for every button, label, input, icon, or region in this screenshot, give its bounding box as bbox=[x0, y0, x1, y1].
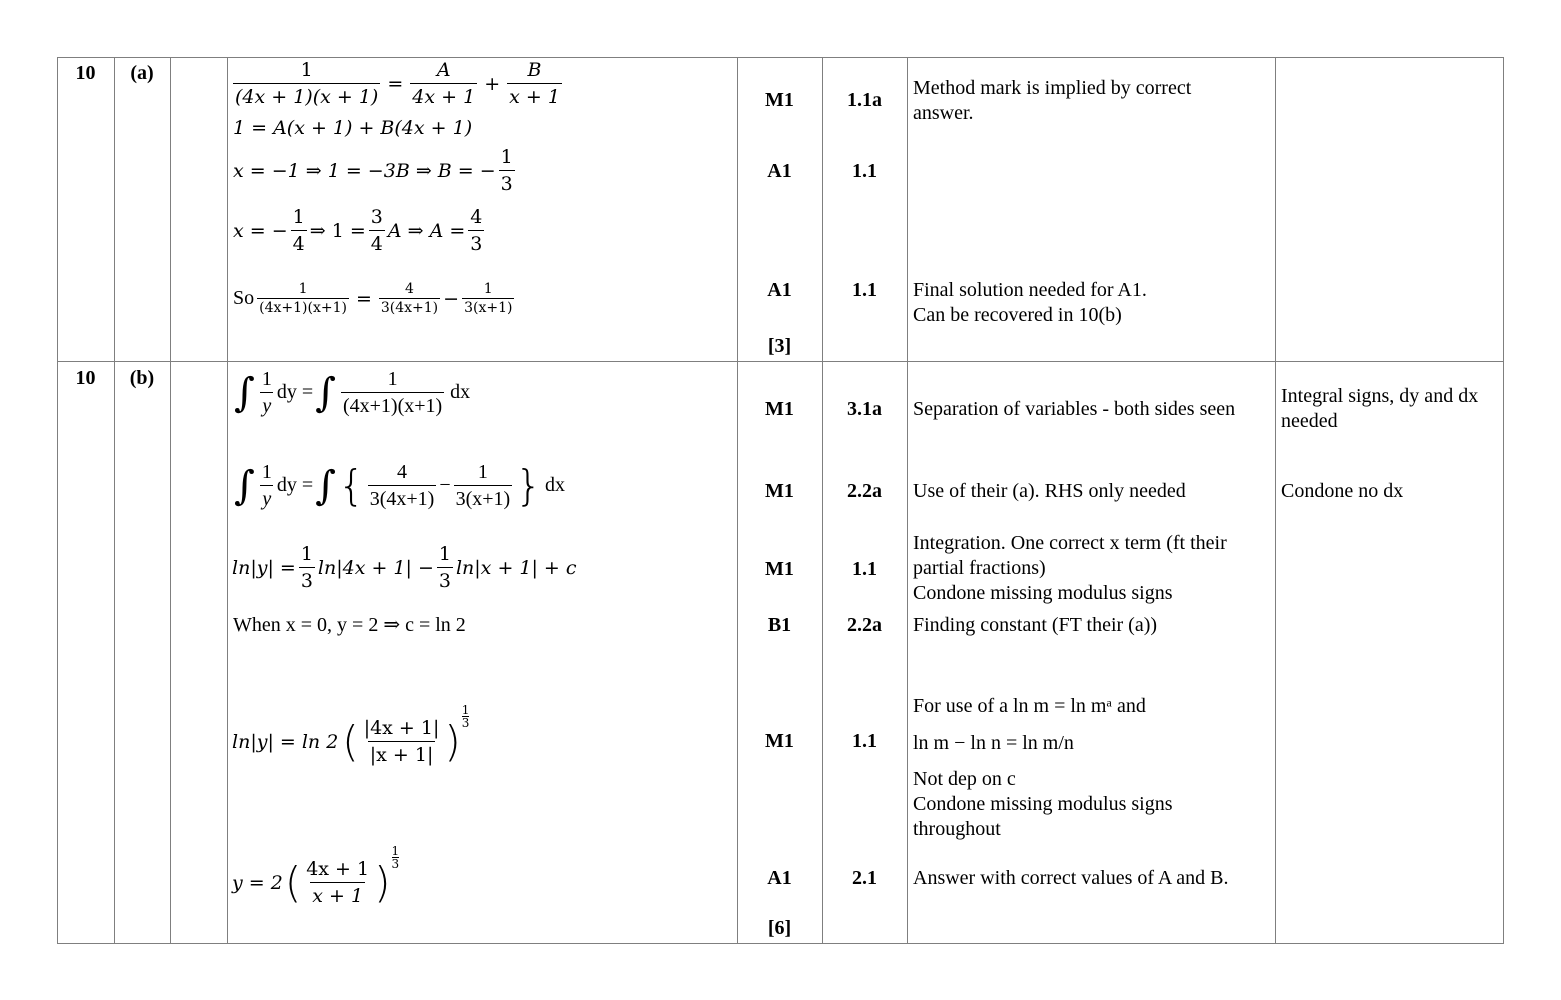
mark-code: B1 bbox=[767, 614, 792, 636]
col-divider bbox=[1275, 57, 1276, 944]
ao-code: 2.2a bbox=[847, 614, 882, 636]
ao-code: 1.1 bbox=[852, 730, 877, 752]
guidance-text: Finding constant (FT their (a)) bbox=[913, 614, 1158, 636]
col-divider bbox=[227, 57, 228, 944]
math-separation-of-variables: ∫ $\frac{1}{y}$ dy = ∫ $\frac{1}{(4x+1)(x+1)}$ dx bbox=[234, 368, 471, 417]
part-total-marks: [3] bbox=[767, 335, 792, 357]
mark-code: A1 bbox=[767, 867, 792, 889]
math-integration-result: ln|y| = $\frac{1}{3}$ ln|4x + 1| − $\frac{1}{3}$ ln|x + 1| + c bbox=[232, 543, 577, 592]
ao-code: 1.1 bbox=[852, 558, 877, 580]
math-solve-b: x = −1 ⇒ 1 = −3B ⇒ B = − $\frac{1}{3}$ bbox=[233, 146, 513, 195]
col-divider bbox=[907, 57, 908, 944]
guidance-text: Integration. One correct x term (ft their partial fractions) Condone missing modulus signs bbox=[913, 532, 1227, 604]
additional-notes: Integral signs, dy and dx needed bbox=[1281, 385, 1479, 432]
col-border-left bbox=[57, 57, 58, 944]
question-part: (a) bbox=[130, 62, 154, 84]
ao-code: 2.1 bbox=[852, 867, 877, 889]
guidance-text: Final solution needed for A1. Can be recovered in 10(b) bbox=[913, 279, 1147, 326]
ao-code: 1.1a bbox=[847, 89, 882, 111]
guidance-text: For use of a ln m = ln mᵃ and ln m − ln n = ln m/n Not dep on c Condone missing modulus signs throughout bbox=[913, 695, 1173, 840]
mark-code: M1 bbox=[765, 89, 794, 111]
question-part: (b) bbox=[129, 367, 155, 389]
math-final-fractions: So $\frac{1}{(4x+1)(x+1)}$ = $\frac{4}{3(4x+1)}$ − $\frac{1}{3(x+1)}$ bbox=[233, 281, 513, 316]
ao-code: 1.1 bbox=[852, 160, 877, 182]
ao-code: 2.2a bbox=[847, 480, 882, 502]
guidance-text: Separation of variables - both sides seen bbox=[913, 398, 1236, 420]
guidance-text: Method mark is implied by correct answer. bbox=[913, 77, 1192, 124]
table-border-bottom bbox=[57, 943, 1504, 944]
mark-code: M1 bbox=[765, 558, 794, 580]
question-number: 10 bbox=[75, 62, 96, 84]
mark-code: M1 bbox=[765, 730, 794, 752]
question-number: 10 bbox=[75, 367, 96, 389]
math-find-constant: When x = 0, y = 2 ⇒ c = ln 2 bbox=[233, 614, 466, 636]
col-divider bbox=[170, 57, 171, 944]
mark-code: M1 bbox=[765, 480, 794, 502]
additional-notes: Condone no dx bbox=[1281, 480, 1404, 502]
math-combine-logarithms: ln|y| = ln 2 ( $\frac{|4x + 1|}{|x + 1|}$ ) $\frac{1}{3}$ bbox=[232, 703, 470, 766]
col-border-right bbox=[1503, 57, 1504, 944]
ao-code: 3.1a bbox=[847, 398, 882, 420]
mark-code: M1 bbox=[765, 398, 794, 420]
math-solve-a: x = − $\frac{1}{4}$ ⇒ 1 = $\frac{3}{4}$ A ⇒ A = $\frac{4}{3}$ bbox=[233, 206, 483, 255]
col-divider bbox=[114, 57, 115, 944]
guidance-text: Answer with correct values of A and B. bbox=[913, 867, 1229, 889]
mark-code: A1 bbox=[767, 160, 792, 182]
part-total-marks: [6] bbox=[767, 917, 792, 939]
guidance-text: Use of their (a). RHS only needed bbox=[913, 480, 1186, 502]
ao-code: 1.1 bbox=[852, 279, 877, 301]
math-substitute-partial-fractions: ∫ $\frac{1}{y}$ dy = ∫ { $\frac{4}{3(4x+1)}$ − $\frac{1}{3(x+1)}$ } dx bbox=[234, 460, 565, 510]
math-identity: 1 = A(x + 1) + B(4x + 1) bbox=[233, 117, 473, 139]
math-partial-fractions-setup: $\frac{1}{(4x + 1)(x + 1)}$ = $\frac{A}{4x + 1}$ + $\frac{B}{x + 1}$ bbox=[235, 59, 560, 108]
row-divider bbox=[57, 361, 1504, 362]
mark-code: A1 bbox=[767, 279, 792, 301]
math-final-answer: y = 2 ( $\frac{4x + 1}{x + 1}$ ) $\frac{1}{3}$ bbox=[232, 844, 400, 907]
